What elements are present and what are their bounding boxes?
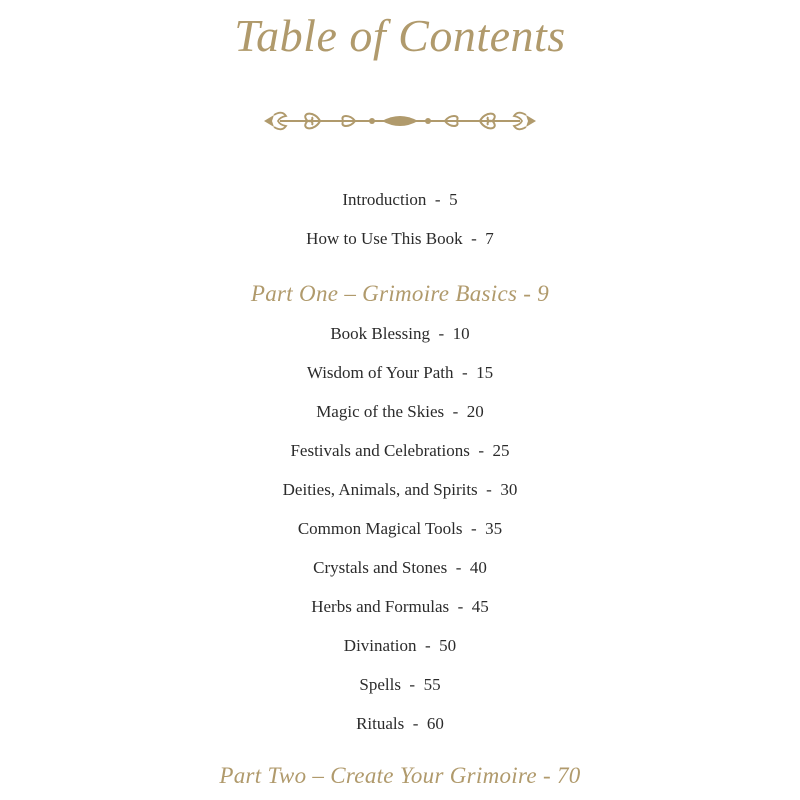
toc-entry: Festivals and Celebrations - 25 [290, 441, 510, 460]
toc-entry: Book Blessing - 10 [330, 324, 470, 343]
toc-entry: Spells - 55 [359, 675, 441, 694]
page-title: Table of Contents [234, 10, 566, 61]
toc-entry-introduction: Introduction - 5 [342, 190, 458, 209]
toc-entry: Herbs and Formulas - 45 [311, 597, 489, 616]
toc-entry: Wisdom of Your Path - 15 [306, 363, 494, 382]
toc-entry: Deities, Animals, and Spirits - 30 [282, 480, 518, 499]
toc-entry: Common Magical Tools - 35 [297, 519, 503, 538]
part-two-heading: Part Two – Create Your Grimoire - 70 [219, 763, 581, 788]
toc-entry: Crystals and Stones - 40 [313, 558, 487, 577]
toc-entry: Magic of the Skies - 20 [316, 402, 484, 421]
toc-entry: Divination - 50 [343, 636, 457, 655]
part-one-heading: Part One – Grimoire Basics - 9 [250, 281, 550, 306]
toc-entry: Rituals - 60 [356, 714, 444, 733]
toc-entry-how-to-use: How to Use This Book - 7 [306, 229, 494, 248]
flourish-divider-icon [260, 106, 540, 136]
